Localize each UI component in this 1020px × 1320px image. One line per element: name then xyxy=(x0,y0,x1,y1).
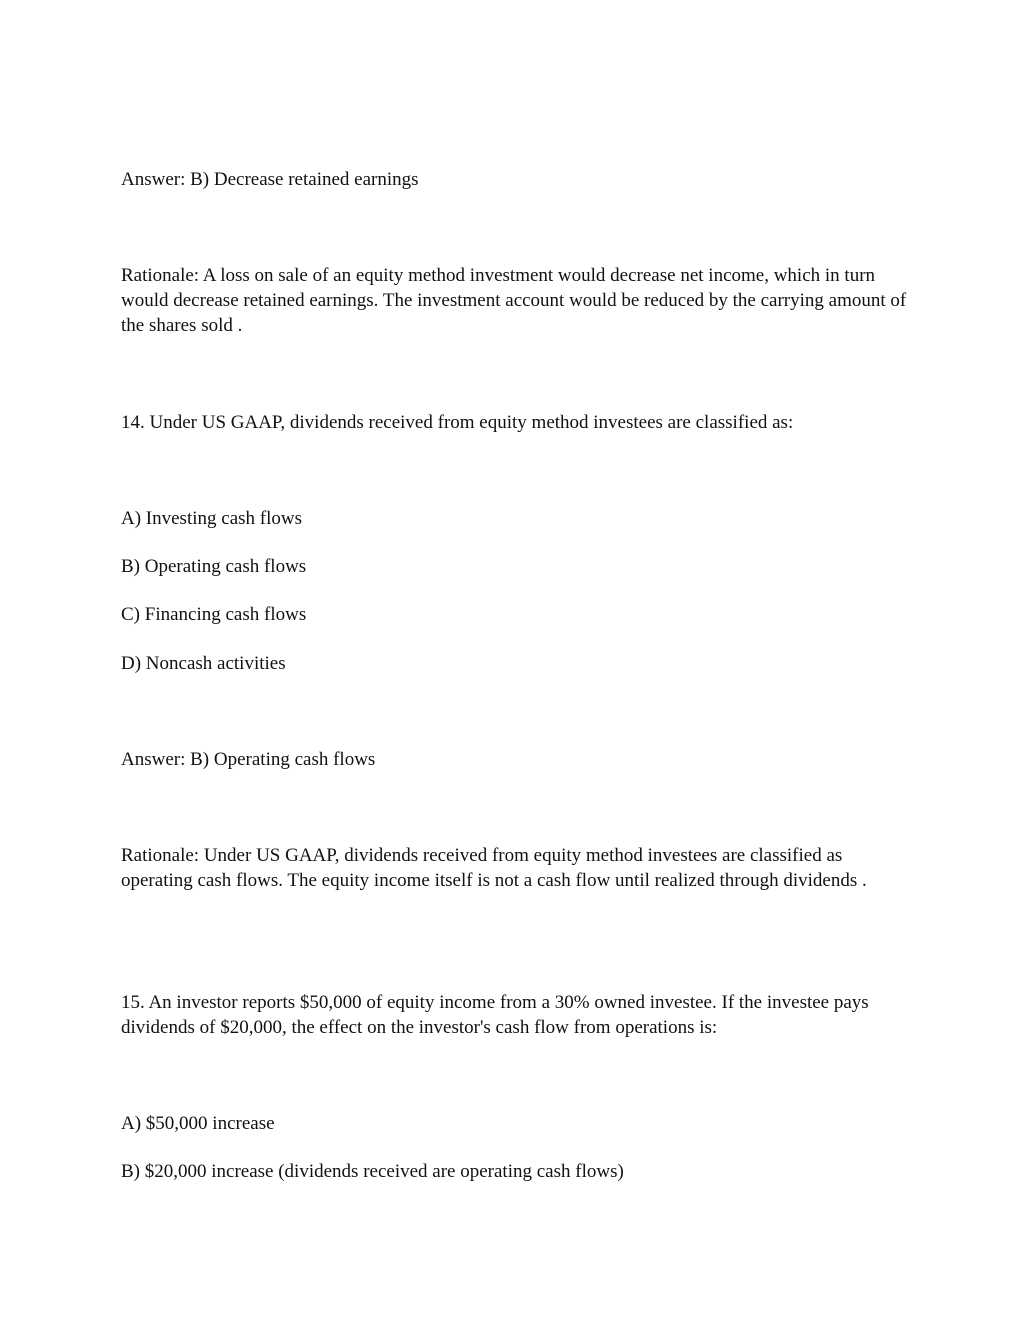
q15-option-a: A) $50,000 increase xyxy=(121,1113,275,1134)
q14-option-a: A) Investing cash flows xyxy=(121,508,302,529)
q15-option-b: B) $20,000 increase (dividends received are operating cash flows) xyxy=(121,1161,624,1182)
q14-option-c: C) Financing cash flows xyxy=(121,604,307,625)
q15-question: 15. An investor reports $50,000 of equity income from a 30% owned investee. If the investee pays dividends of $20,000, the effect on the investor's cash flow from operations is: xyxy=(121,992,869,1038)
q13-rationale: Rationale: A loss on sale of an equity method investment would decrease net income, which in turn would decrease retained earnings. The investment account would be reduced by the carrying amount of the shares sold . xyxy=(121,265,907,336)
q14-answer: Answer: B) Operating cash flows xyxy=(121,749,376,770)
q14-question: 14. Under US GAAP, dividends received from equity method investees are classified as: xyxy=(121,412,794,433)
q13-answer: Answer: B) Decrease retained earnings xyxy=(121,169,419,190)
q14-option-d: D) Noncash activities xyxy=(121,653,286,674)
q14-option-b: B) Operating cash flows xyxy=(121,556,307,577)
q14-rationale: Rationale: Under US GAAP, dividends received from equity method investees are classified as operating cash flows. The equity income itself is not a cash flow until realized through dividends . xyxy=(121,845,867,891)
